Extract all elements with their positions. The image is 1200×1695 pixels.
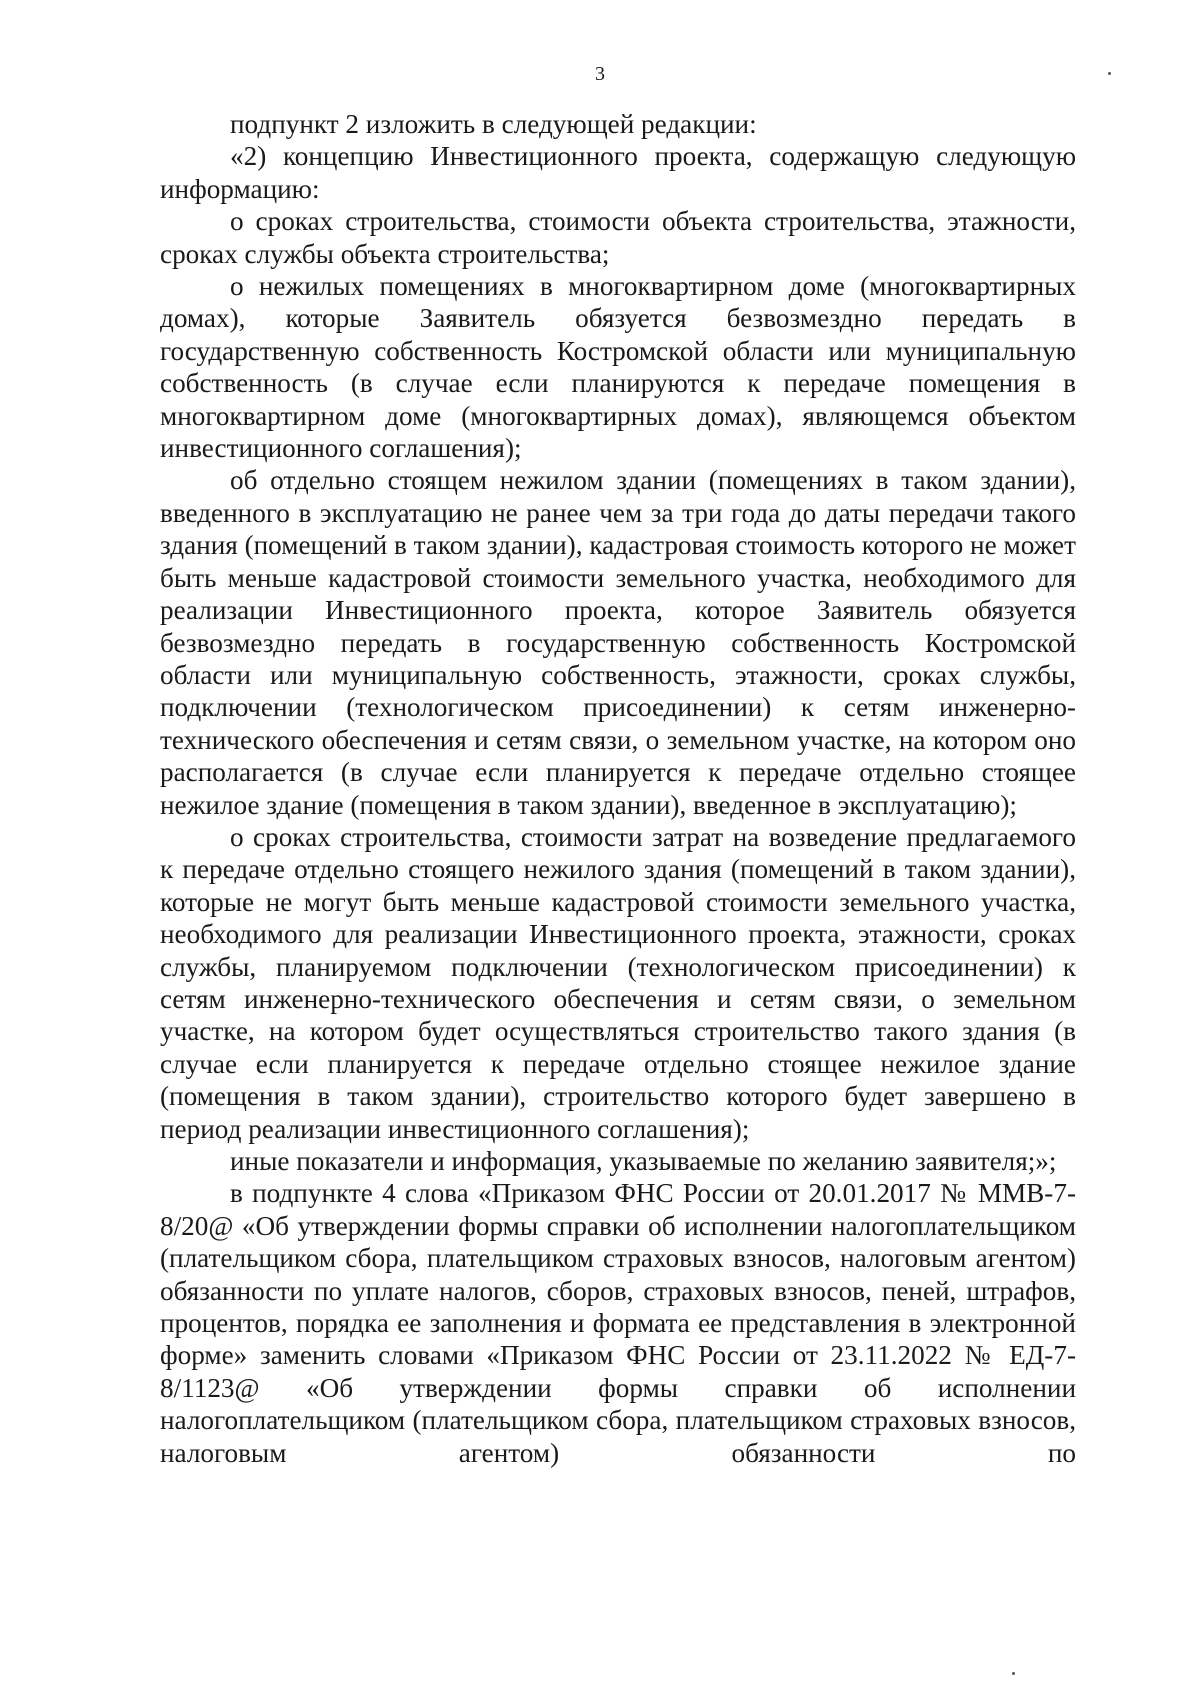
paragraph-5: об отдельно стоящем нежилом здании (помещениях в таком здании), введенного в эксплуатацию не ранее чем за три года до даты передачи такого здания (помещений в таком здании), кадастровая стоимость которого не может быть меньше кадастровой стоимости земельного участка, необходимого для реализации Инвестиционного проекта, которое Заявитель обязуется безвозмездно передать в государственную собственность Костромской области или муниципальную собственность, этажности, сроках службы, подключении (технологическом присоединении) к сетям инженерно-технического обеспечения и сетям связи, о земельном участке, на котором оно располагается (в случае если планируется к передаче отдельно стоящее нежилое здание (помещения в таком здании), введенное в эксплуатацию); (160, 465, 1076, 820)
paragraph-8: в подпункте 4 слова «Приказом ФНС России от 20.01.2017 № ММВ-7-8/20@ «Об утверждении формы справки об исполнении налогоплательщиком (плательщиком сбора, плательщиком страховых взносов, налоговым агентом) обязанности по уплате налогов, сборов, страховых взносов, пеней, штрафов, процентов, порядка ее заполнения и формата ее представления в электронной форме» заменить словами «Приказом ФНС России от 23.11.2022 № ЕД-7-8/1123@ «Об утверждении формы справки об исполнении налогоплательщиком (плательщиком сбора, плательщиком страховых взносов, налоговым агентом) обязанности по (160, 1178, 1076, 1468)
paragraph-4: о нежилых помещениях в многоквартирном доме (многоквартирных домах), которые Заявитель обязуется безвозмездно передать в государственную собственность Костромской области или муниципальную собственность (в случае если планируются к передаче помещения в многоквартирном доме (многоквартирных домах), являющемся объектом инвестиционного соглашения); (160, 271, 1076, 464)
paragraph-2: «2) концепцию Инвестиционного проекта, содержащую следующую информацию: (160, 141, 1076, 204)
document-body (160, 108, 1076, 1469)
paragraph-7: иные показатели и информация, указываемые по желанию заявителя;»; (230, 1146, 1057, 1176)
page-number: 3 (595, 63, 605, 85)
paragraph-1: подпункт 2 изложить в следующей редакции: (230, 109, 757, 139)
paragraph-6: о сроках строительства, стоимости затрат на возведение предлагаемого к передаче отдельно стоящего нежилого здания (помещений в таком здании), которые не могут быть меньше кадастровой стоимости земельного участка, необходимого для реализации Инвестиционного проекта, этажности, сроках службы, планируемом подключении (технологическом присоединении) к сетям инженерно-технического обеспечения и сетям связи, о земельном участке, на котором будет осуществляться строительство такого здания (в случае если планируется к передаче отдельно стоящее нежилое здание (помещения в таком здании), строительство которого будет завершено в период реализации инвестиционного соглашения); (160, 821, 1076, 1144)
paragraph-3: о сроках строительства, стоимости объекта строительства, этажности, сроках службы объекта строительства; (160, 206, 1076, 269)
scan-speck (1108, 72, 1111, 75)
scan-speck (1012, 1672, 1015, 1675)
